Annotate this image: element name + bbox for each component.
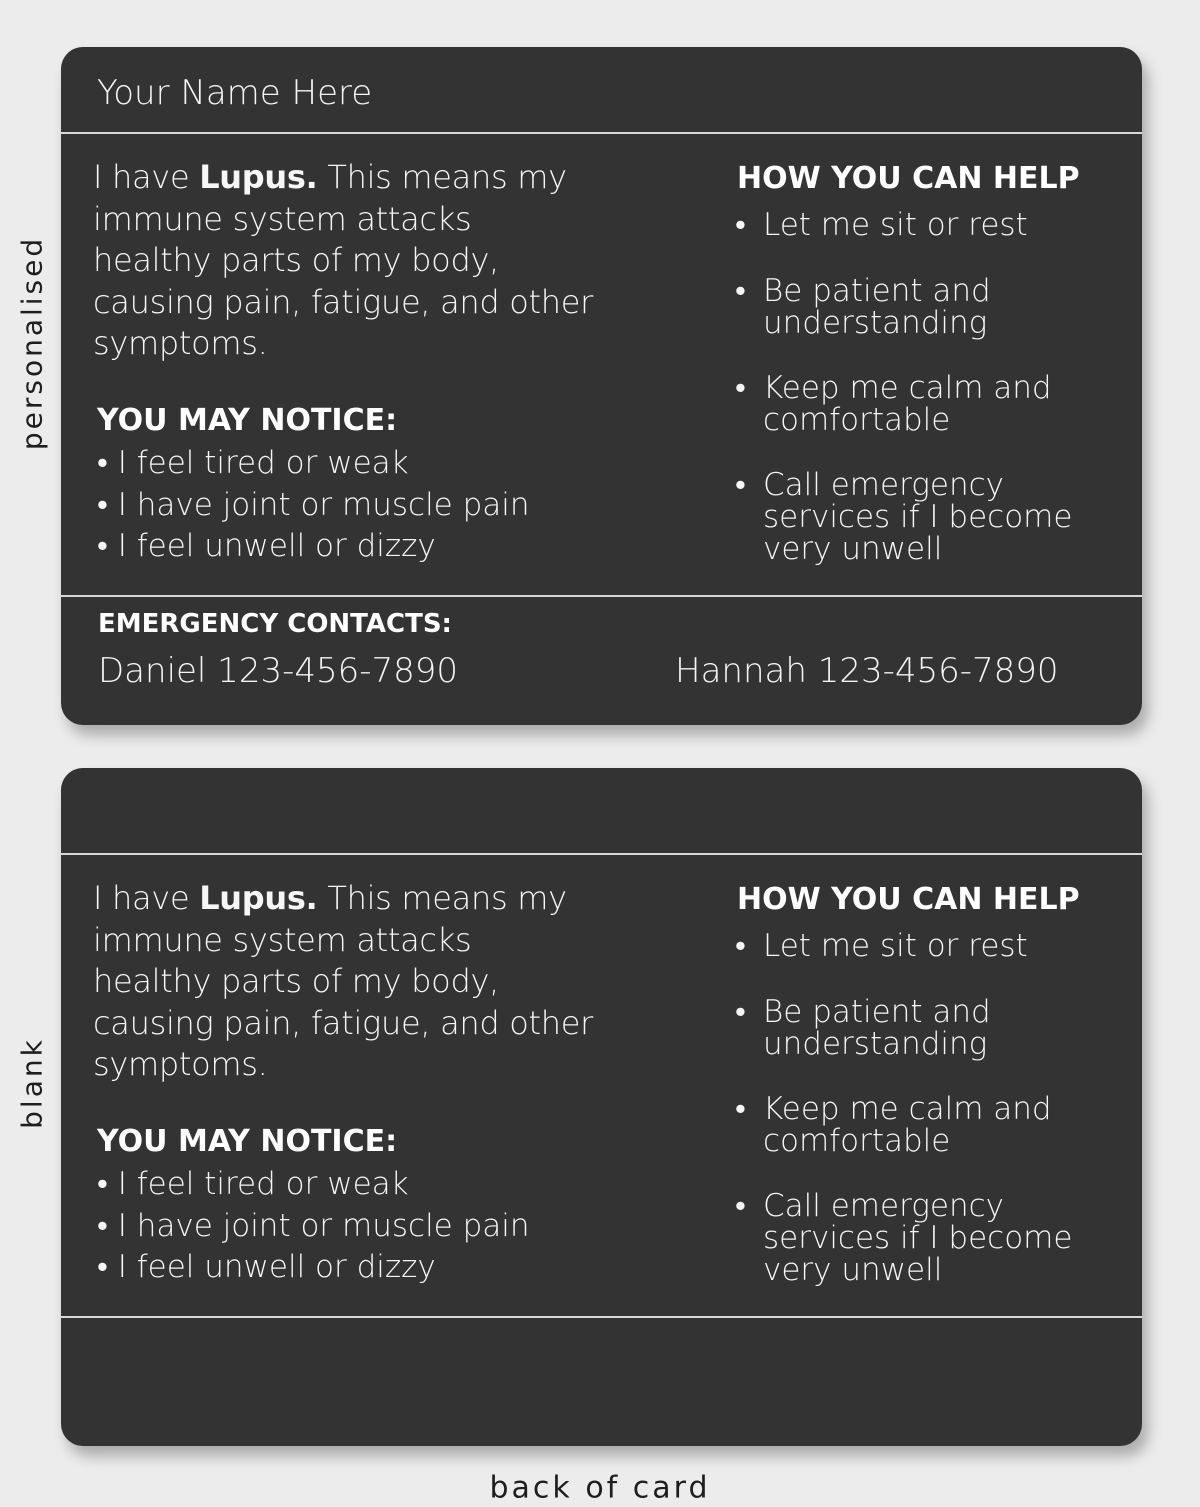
divider-top	[61, 132, 1142, 134]
notice-list	[97, 443, 530, 568]
condition-intro	[93, 157, 593, 365]
help-item	[733, 1190, 1123, 1286]
help-item-text: Let me sit or rest	[763, 207, 1028, 243]
bullet-icon: •	[735, 370, 746, 406]
intro-text-end: This means my immune system attacks healthy parts of my body, causing pain, fatigue, and other symptoms.	[93, 879, 593, 1083]
notice-item: • I have joint or muscle pain	[97, 486, 530, 523]
help-item-text: Call emergency services if I become very unwell	[763, 467, 1073, 567]
divider-top	[61, 853, 1142, 855]
emergency-heading: EMERGENCY CONTACTS:	[98, 609, 452, 639]
help-list	[733, 209, 1123, 565]
bullet-icon: •	[735, 273, 746, 309]
help-item	[733, 372, 1123, 436]
help-item	[733, 996, 1123, 1060]
condition-name: Lupus.	[199, 879, 318, 917]
help-item	[733, 1093, 1123, 1157]
condition-intro	[93, 878, 593, 1086]
notice-item: • I feel tired or weak	[97, 445, 409, 481]
notice-item: • I feel unwell or dizzy	[97, 528, 436, 564]
condition-name: Lupus.	[199, 158, 318, 196]
emergency-contact-1: Daniel 123-456-7890	[98, 651, 459, 691]
bullet-icon: •	[735, 1188, 746, 1224]
notice-item: • I feel unwell or dizzy	[97, 1249, 436, 1285]
notice-heading: YOU MAY NOTICE:	[97, 403, 398, 438]
help-item-text: Let me sit or rest	[763, 928, 1028, 964]
help-heading: HOW YOU CAN HELP	[737, 161, 1080, 196]
help-item-text: Keep me calm and comfortable	[763, 1091, 1052, 1159]
bullet-icon: •	[735, 928, 746, 964]
divider-bottom	[61, 595, 1142, 597]
blank-label: blank	[15, 1037, 49, 1129]
help-list	[733, 930, 1123, 1286]
emergency-contact-2: Hannah 123-456-7890	[675, 651, 1059, 691]
bullet-icon: •	[735, 1091, 746, 1127]
bullet-icon: •	[735, 994, 746, 1030]
help-item	[733, 930, 1123, 962]
card-personalised	[61, 47, 1142, 725]
notice-list	[97, 1164, 530, 1289]
notice-item: • I have joint or muscle pain	[97, 1207, 530, 1244]
notice-heading: YOU MAY NOTICE:	[97, 1124, 398, 1159]
card-blank	[61, 768, 1142, 1446]
intro-text-start: I have	[93, 158, 200, 196]
bullet-icon: •	[735, 207, 746, 243]
intro-text-start: I have	[93, 879, 200, 917]
caption: back of card	[489, 1470, 711, 1506]
help-item	[733, 209, 1123, 241]
divider-bottom	[61, 1316, 1142, 1318]
help-item-text: Call emergency services if I become very unwell	[763, 1188, 1073, 1288]
help-item	[733, 275, 1123, 339]
personalised-label: personalised	[15, 235, 49, 451]
help-item	[733, 469, 1123, 565]
help-heading: HOW YOU CAN HELP	[737, 882, 1080, 917]
notice-item: • I feel tired or weak	[97, 1166, 409, 1202]
cardholder-name: Your Name Here	[97, 73, 373, 113]
help-item-text: Be patient and understanding	[763, 994, 991, 1062]
help-item-text: Be patient and understanding	[763, 273, 991, 341]
help-item-text: Keep me calm and comfortable	[763, 370, 1052, 438]
intro-text-end: This means my immune system attacks healthy parts of my body, causing pain, fatigue, and other symptoms.	[93, 158, 593, 362]
bullet-icon: •	[735, 467, 746, 503]
